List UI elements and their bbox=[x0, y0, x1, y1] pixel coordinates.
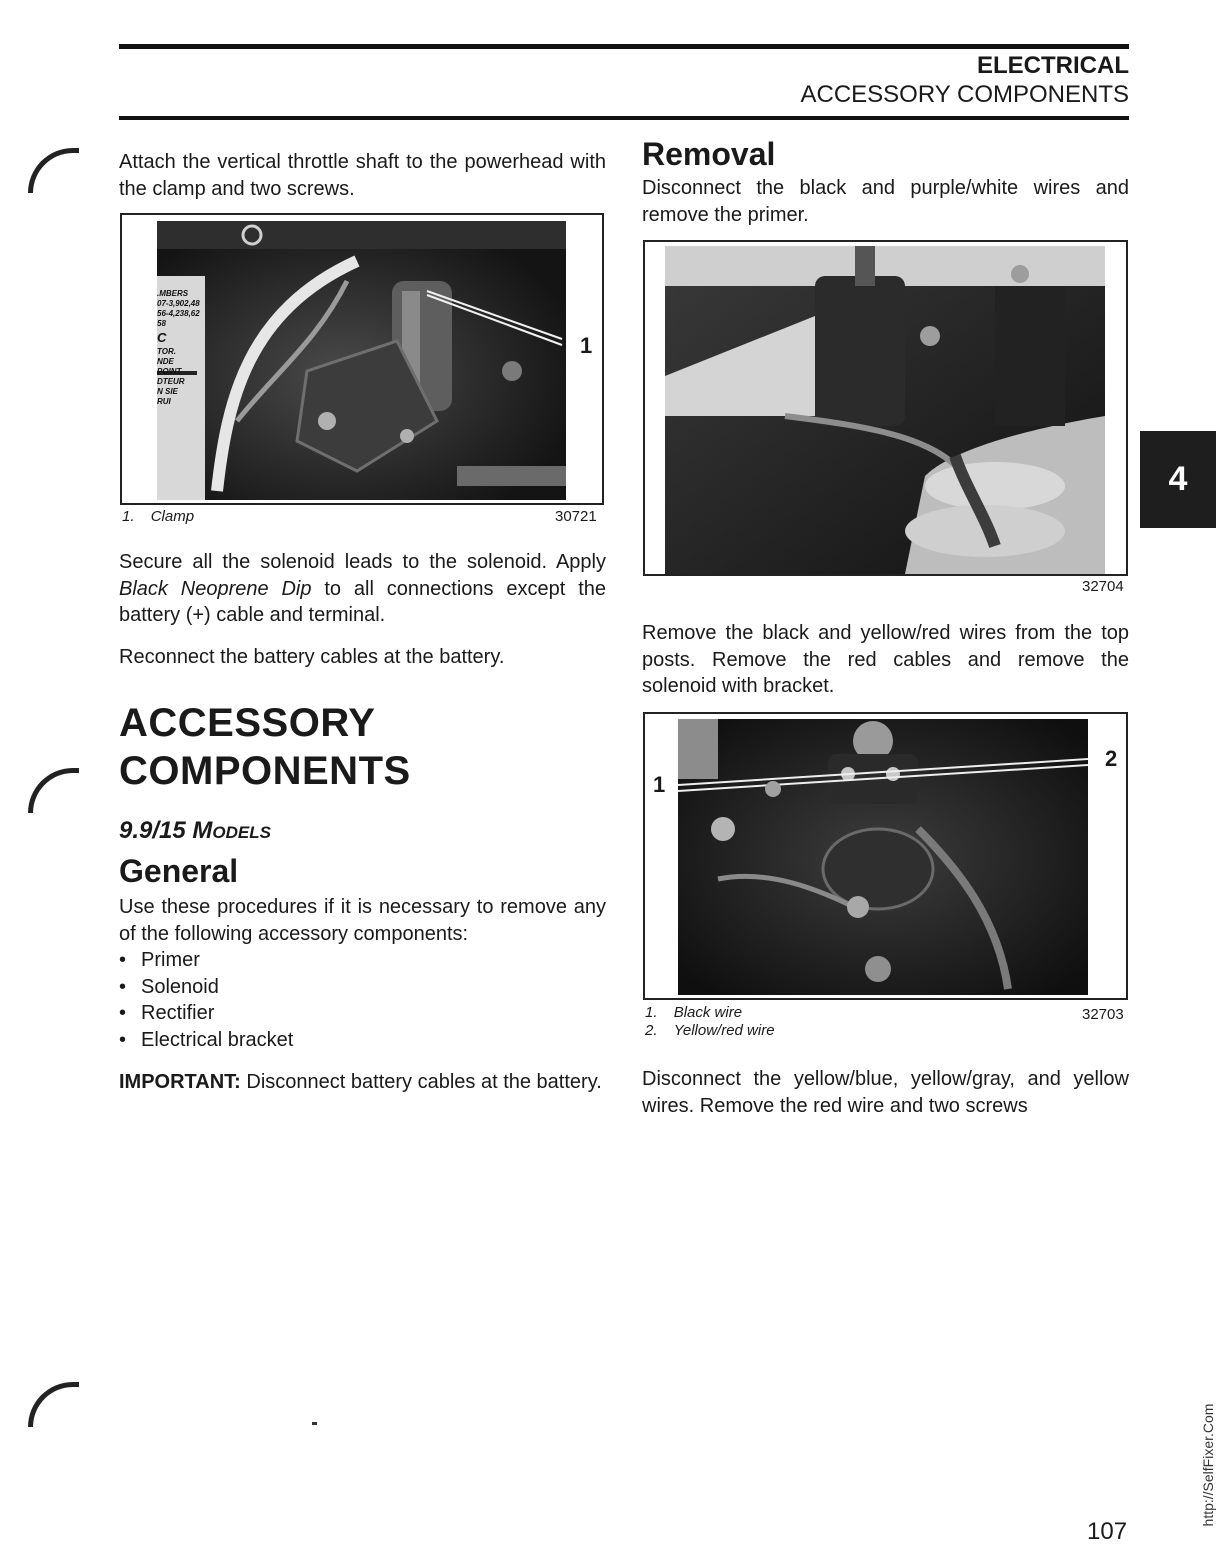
section-title bbox=[119, 699, 606, 795]
figure-id-32704: 32704 bbox=[1082, 578, 1124, 595]
caption-number: 1. bbox=[122, 508, 135, 525]
figure-solenoid bbox=[643, 712, 1128, 1000]
caption-text: Yellow/red wire bbox=[673, 1022, 775, 1039]
remove-paragraph: Remove the black and yellow/red wires from the top posts. Remove the red cables and remove the solenoid with bracket. bbox=[642, 622, 1129, 697]
models-heading: 9.9/15 Models bbox=[119, 817, 271, 844]
chapter-tab bbox=[1140, 431, 1216, 528]
caption-text: Clamp bbox=[150, 508, 195, 525]
decal-line: NDE bbox=[157, 357, 174, 366]
figure-callout-1: 1 bbox=[580, 333, 593, 358]
primer-photo-art bbox=[665, 246, 1105, 574]
section-title-line-1: ACCESSORY bbox=[119, 701, 376, 745]
secure-text-pre: Secure all the solenoid leads to the solenoid. Apply bbox=[119, 551, 606, 573]
decal-line: 58 bbox=[157, 319, 166, 328]
section-title-line-2: COMPONENTS bbox=[119, 749, 411, 793]
list-item bbox=[119, 1027, 606, 1054]
binder-ring-bottom-icon bbox=[28, 1382, 79, 1427]
header-top-rule bbox=[119, 44, 1129, 49]
secure-paragraph bbox=[119, 549, 606, 629]
list-item bbox=[119, 1000, 606, 1027]
figure-primer bbox=[643, 240, 1128, 576]
important-note bbox=[119, 1069, 606, 1096]
list-item-label: Rectifier bbox=[141, 1002, 215, 1024]
decal-line: .MBERS bbox=[157, 289, 189, 298]
figure-id-30721: 30721 bbox=[555, 508, 597, 525]
caption-yellow-red-wire bbox=[645, 1022, 775, 1039]
decal-line: TOR. bbox=[157, 347, 176, 356]
important-text: Disconnect battery cables at the battery. bbox=[240, 1071, 602, 1093]
caption-number: 2. bbox=[645, 1022, 658, 1039]
list-item-label: Solenoid bbox=[141, 975, 219, 998]
watermark: http://SelfFixer.Com bbox=[1200, 1403, 1216, 1527]
decal-line: 56-4,238,62 bbox=[157, 309, 200, 318]
secure-text-emphasis: Black Neoprene Dip bbox=[119, 577, 312, 600]
decal-line: N SIE bbox=[157, 387, 178, 396]
caption-number: 1. bbox=[645, 1004, 658, 1021]
chapter-number: 4 bbox=[1168, 460, 1188, 498]
header-subsection: ACCESSORY COMPONENTS bbox=[800, 81, 1129, 108]
decal-line: C bbox=[157, 330, 167, 345]
removal-heading: Removal bbox=[642, 136, 776, 172]
decal-text bbox=[157, 289, 203, 407]
caption-black-wire bbox=[645, 1004, 742, 1021]
component-list bbox=[119, 947, 606, 1053]
important-label: IMPORTANT: bbox=[119, 1071, 241, 1093]
disconnect-paragraph: Disconnect the yellow/blue, yellow/gray, and yellow wires. Remove the red wire and two screws bbox=[642, 1068, 1129, 1117]
page-number: 107 bbox=[1087, 1518, 1128, 1545]
general-paragraph: Use these procedures if it is necessary to remove any of the following accessory components: bbox=[119, 896, 606, 945]
binder-ring-top-icon bbox=[28, 148, 79, 193]
figure-callout-1: 1 bbox=[653, 772, 666, 797]
list-item-label: Electrical bracket bbox=[141, 1028, 294, 1051]
clamp-photo-art bbox=[157, 221, 566, 500]
list-item-label: Primer bbox=[141, 949, 200, 971]
stray-mark bbox=[312, 1422, 317, 1425]
reconnect-paragraph: Reconnect the battery cables at the battery. bbox=[119, 646, 505, 668]
figure-callout-2: 2 bbox=[1105, 746, 1118, 771]
list-item bbox=[119, 974, 606, 1001]
decal-line: POINT bbox=[157, 367, 182, 376]
removal-paragraph: Disconnect the black and purple/white wires and remove the primer. bbox=[642, 177, 1129, 226]
caption-text: Black wire bbox=[673, 1004, 743, 1021]
decal-line: 07-3,902,48 bbox=[157, 299, 200, 308]
header-bottom-rule bbox=[119, 116, 1129, 120]
binder-ring-middle-icon bbox=[28, 768, 79, 813]
primer-photo bbox=[665, 246, 1105, 574]
decal-line: RUI bbox=[157, 397, 171, 406]
figure-clamp bbox=[120, 213, 604, 505]
decal-line: DTEUR bbox=[157, 377, 185, 386]
header-section: ELECTRICAL bbox=[977, 52, 1129, 79]
clamp-photo bbox=[157, 221, 566, 500]
solenoid-photo bbox=[678, 719, 1088, 995]
intro-paragraph: Attach the vertical throttle shaft to the powerhead with the clamp and two screws. bbox=[119, 151, 606, 200]
figure-id-32703: 32703 bbox=[1082, 1006, 1124, 1023]
general-heading: General bbox=[119, 853, 239, 889]
secure-text-post: to all connections except the battery (+) cable and terminal. bbox=[119, 577, 606, 626]
caption-clamp bbox=[122, 508, 194, 525]
solenoid-photo-art bbox=[678, 719, 1088, 995]
list-item bbox=[119, 947, 606, 974]
